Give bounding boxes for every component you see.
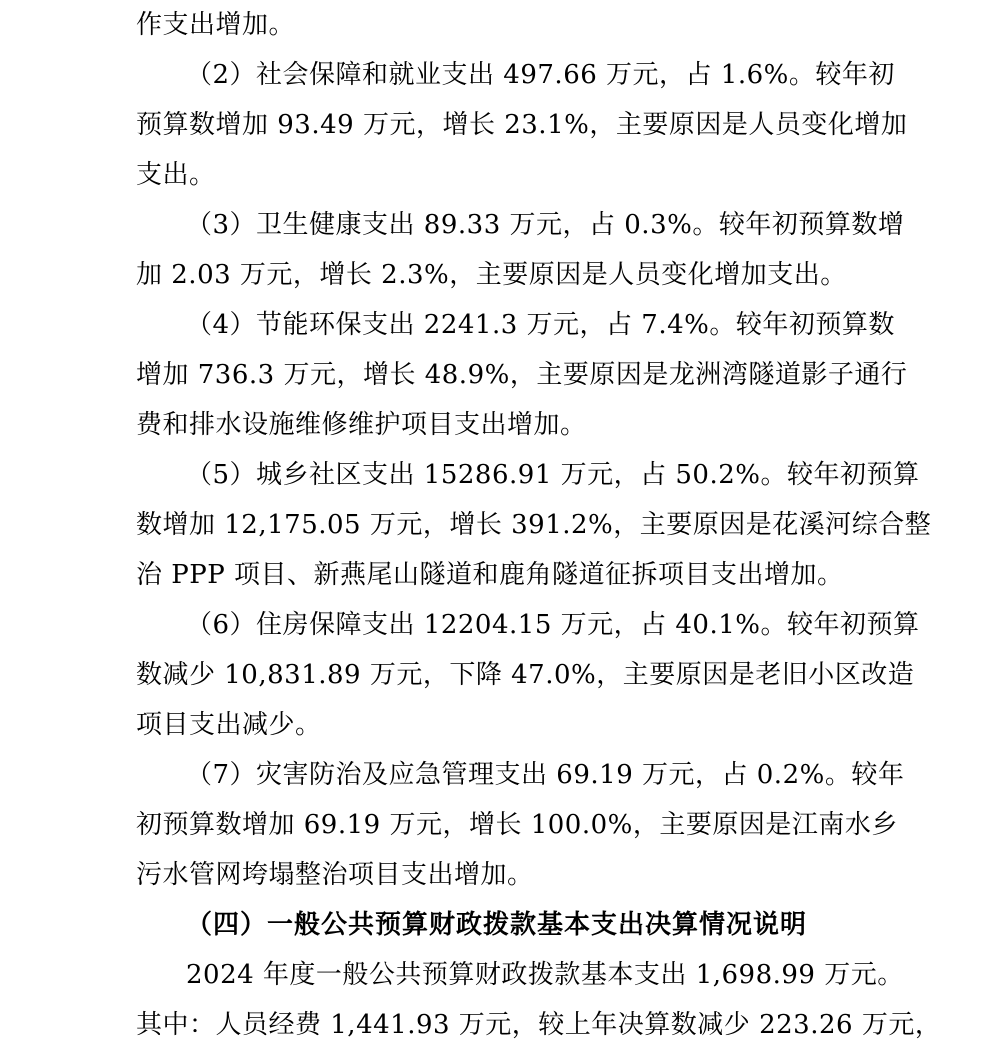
paragraph-line [0, 50, 1000, 100]
paragraph-line [0, 850, 1000, 900]
line-text: 治 PPP 项目、新燕尾山隧道和鹿角隧道征拆项目支出增加。 [136, 560, 844, 590]
paragraph-line [0, 0, 1000, 50]
paragraph-line [0, 350, 1000, 400]
paragraph-line [0, 200, 1000, 250]
paragraph-line [0, 250, 1000, 300]
line-text: 初预算数增加 69.19 万元，增长 100.0%，主要原因是江南水乡 [136, 810, 898, 840]
paragraph-line [0, 1000, 1000, 1050]
line-text: 数增加 12,175.05 万元，增长 391.2%，主要原因是花溪河综合整 [136, 510, 932, 540]
paragraph-line [0, 100, 1000, 150]
line-text: 其中：人员经费 1,441.93 万元，较上年决算数减少 223.26 万元， [136, 1010, 942, 1040]
line-text: 作支出增加。 [136, 10, 296, 40]
paragraph-line [0, 950, 1000, 1000]
line-text: 支出。 [136, 160, 216, 190]
line-text: （2）社会保障和就业支出 497.66 万元，占 1.6%。较年初 [186, 60, 895, 90]
paragraph-line [0, 750, 1000, 800]
line-text: （4）节能环保支出 2241.3 万元，占 7.4%。较年初预算数 [186, 310, 895, 340]
line-text: 费和排水设施维修维护项目支出增加。 [136, 410, 587, 440]
paragraph-line [0, 600, 1000, 650]
paragraph-line [0, 550, 1000, 600]
line-text: 污水管网垮塌整治项目支出增加。 [136, 860, 534, 890]
line-text: （3）卫生健康支出 89.33 万元，占 0.3%。较年初预算数增 [186, 210, 905, 240]
line-text: 项目支出减少。 [136, 710, 322, 740]
line-text: 数减少 10,831.89 万元，下降 47.0%，主要原因是老旧小区改造 [136, 660, 915, 690]
paragraph-line [0, 300, 1000, 350]
line-text: （7）灾害防治及应急管理支出 69.19 万元，占 0.2%。较年 [186, 760, 905, 790]
paragraph-line [0, 700, 1000, 750]
line-text: （6）住房保障支出 12204.15 万元，占 40.1%。较年初预算 [186, 610, 920, 640]
paragraph-line [0, 150, 1000, 200]
paragraph-line [0, 400, 1000, 450]
paragraph-line [0, 500, 1000, 550]
heading-text: （四）一般公共预算财政拨款基本支出决算情况说明 [186, 910, 808, 940]
line-text: （5）城乡社区支出 15286.91 万元，占 50.2%。较年初预算 [186, 460, 920, 490]
paragraph-line [0, 450, 1000, 500]
paragraph-line [0, 800, 1000, 850]
line-text: 增加 736.3 万元，增长 48.9%，主要原因是龙洲湾隧道影子通行 [136, 360, 908, 390]
paragraph-line [0, 650, 1000, 700]
line-text: 加 2.03 万元，增长 2.3%，主要原因是人员变化增加支出。 [136, 260, 847, 290]
line-text: 预算数增加 93.49 万元，增长 23.1%，主要原因是人员变化增加 [136, 110, 908, 140]
section-heading [0, 900, 1000, 950]
line-text: 2024 年度一般公共预算财政拨款基本支出 1,698.99 万元。 [186, 960, 904, 990]
